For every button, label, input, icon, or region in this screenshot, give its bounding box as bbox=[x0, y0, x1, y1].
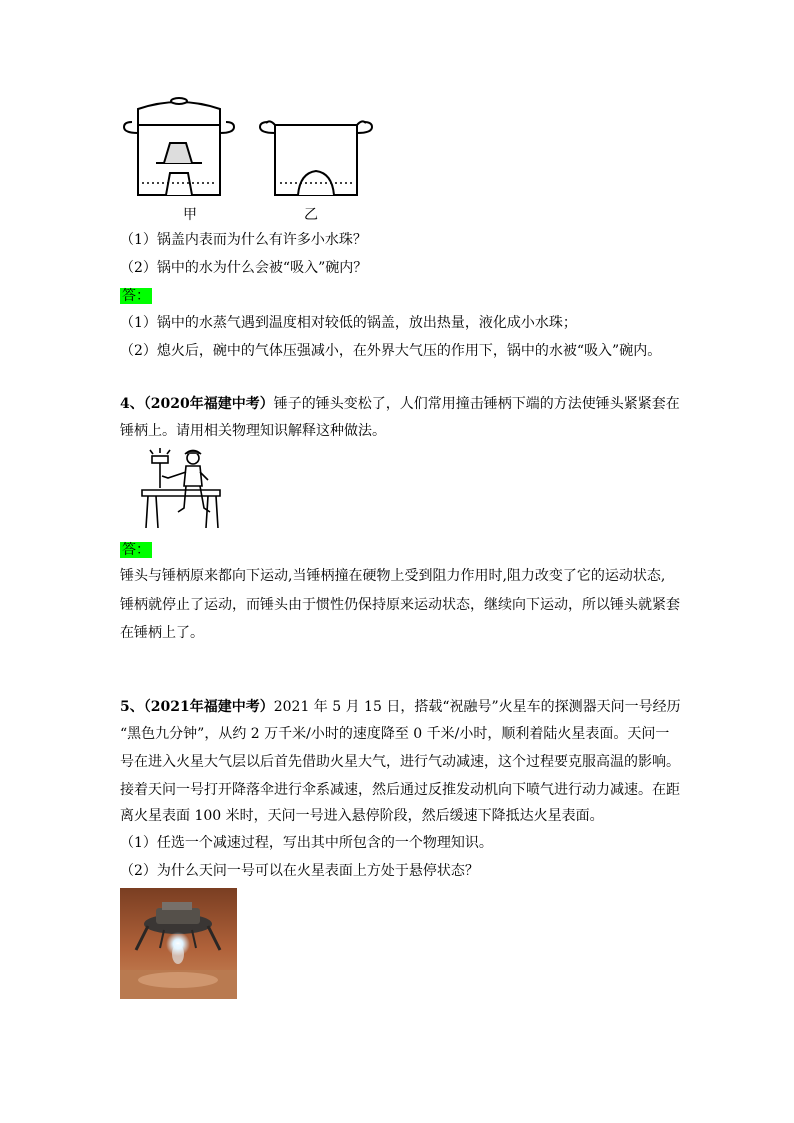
q4-source: （2020年福建中考） bbox=[143, 396, 274, 412]
q5-sub-question-2: （2）为什么天问一号可以在火星表面上方处于悬停状态？ bbox=[120, 863, 479, 879]
q5-stem-line-1 bbox=[120, 697, 681, 717]
q5-stem-line-2: “黑色九分钟”，从约 2 万千米/小时的速度降至 0 千米/小时，顺利着陆火星表面。天问一 bbox=[120, 726, 670, 742]
q3-answer-label-row bbox=[120, 286, 152, 306]
q5-stem-text: 2021 年 5 月 15 日，搭载“祝融号”火星车的探测器天问一号经历 bbox=[273, 699, 681, 715]
pot-b-caption: 乙 bbox=[304, 207, 318, 223]
q5-number: 5、 bbox=[120, 699, 144, 715]
q5-stem-line-3: 号在进入火星大气层以后首先借助火星大气，进行气动减速，这个过程要克服高温的影响。 bbox=[120, 754, 680, 770]
q4-number: 4、 bbox=[120, 396, 144, 412]
hammer-figure bbox=[138, 448, 224, 532]
answer-label: 答： bbox=[122, 288, 150, 304]
pot-a-illustration bbox=[124, 98, 234, 195]
q3-answer-1: （1）锅中的水蒸气遇到温度相对较低的锅盖，放出热量，液化成小水珠； bbox=[120, 315, 577, 331]
q5-sub-question-1: （1）任选一个减速过程，写出其中所包含的一个物理知识。 bbox=[120, 835, 493, 851]
q4-answer-line-3: 在锤柄上了。 bbox=[120, 625, 204, 641]
mars-lander-photo bbox=[120, 888, 237, 999]
q3-sub-question-1: （1）锅盖内表而为什么有许多小水珠？ bbox=[120, 232, 367, 248]
q4-answer-line-2: 锤柄就停止了运动，而锤头由于惯性仍保持原来运动状态，继续向下运动，所以锤头就紧套 bbox=[120, 597, 680, 613]
pot-b-illustration bbox=[260, 121, 372, 195]
q3-answer-2: （2）熄火后，碗中的气体压强减小，在外界大气压的作用下，锅中的水被“吸入”碗内。 bbox=[120, 343, 662, 359]
q5-stem-line-5: 离火星表面 100 米时，天问一号进入悬停阶段，然后缓速下降抵达火星表面。 bbox=[120, 808, 604, 824]
q4-stem-line-2: 锤柄上。请用相关物理知识解释这种做法。 bbox=[120, 423, 386, 439]
q5-stem-line-4: 接着天问一号打开降落伞进行伞系减速，然后通过反推发动机向下喷气进行动力减速。在距 bbox=[120, 782, 680, 798]
pots-figure bbox=[120, 95, 380, 205]
q4-answer-label-row bbox=[120, 540, 152, 560]
q5-source: （2021年福建中考） bbox=[143, 699, 274, 715]
q4-stem-line-1 bbox=[120, 394, 680, 414]
q3-sub-question-2: （2）锅中的水为什么会被“吸入”碗内？ bbox=[120, 260, 368, 276]
q4-stem-text: 锤子的锤头变松了，人们常用撞击锤柄下端的方法使锤头紧紧套在 bbox=[273, 396, 680, 412]
q4-answer-line-1: 锤头与锤柄原来都向下运动,当锤柄撞在硬物上受到阻力作用时,阻力改变了它的运动状态, bbox=[120, 568, 666, 584]
pot-a-caption: 甲 bbox=[183, 207, 197, 223]
answer-label: 答： bbox=[122, 542, 150, 558]
